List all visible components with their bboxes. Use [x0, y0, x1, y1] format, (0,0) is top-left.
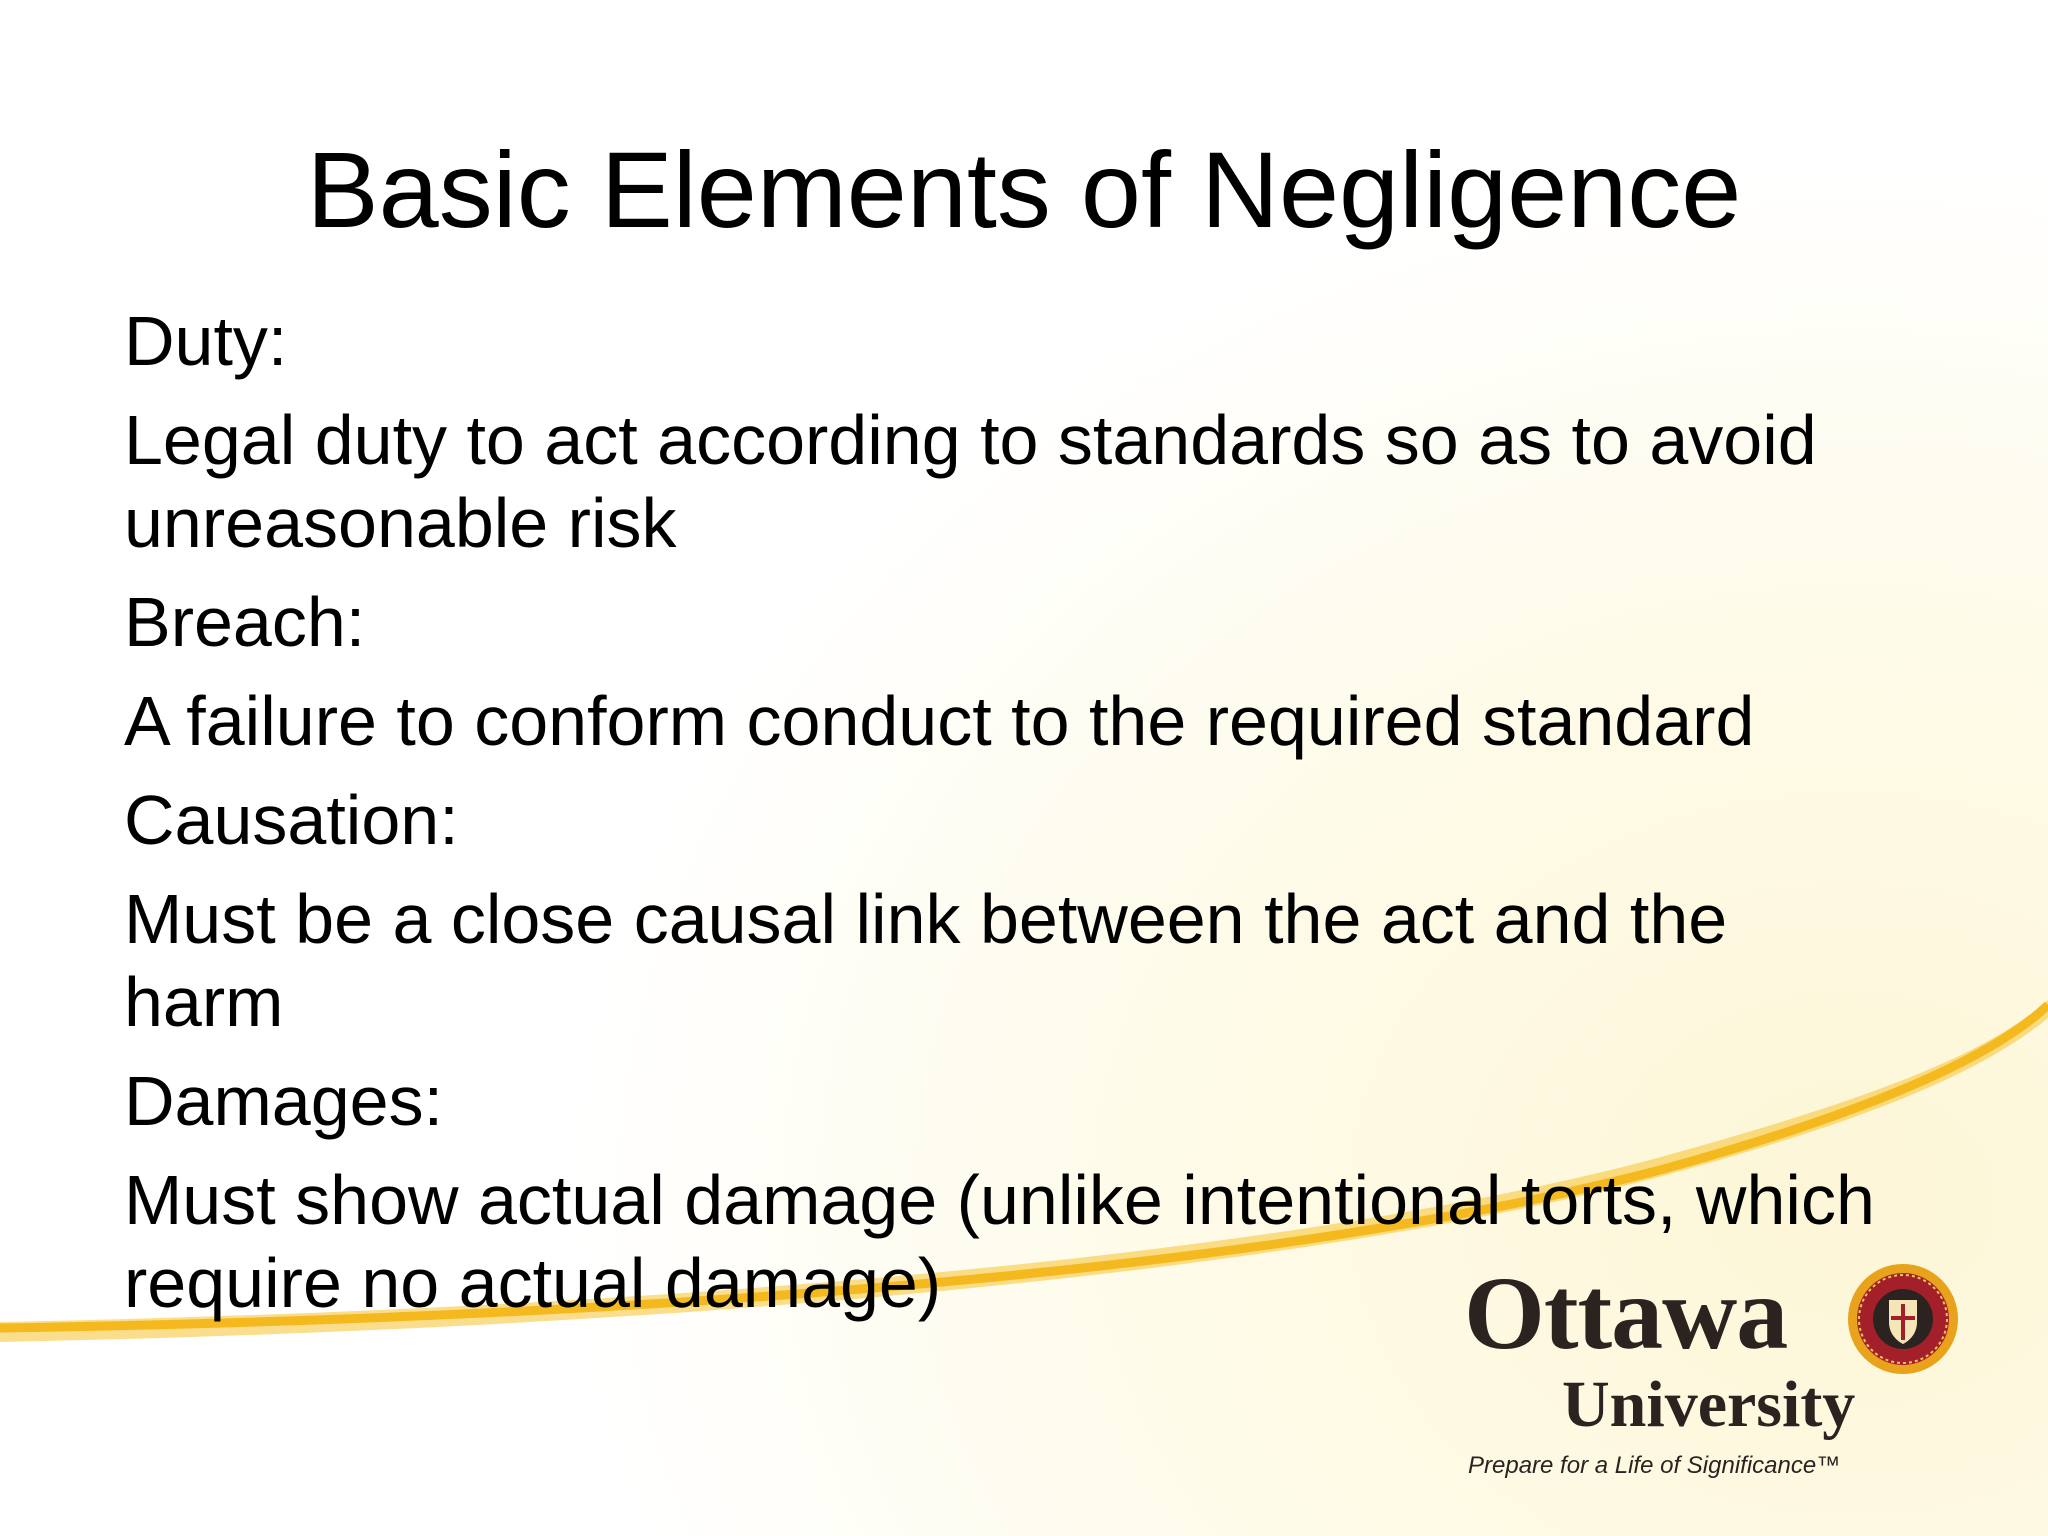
element-term-causation: Causation:	[124, 781, 459, 859]
element-definition-causation: Must be a close causal link between the act and the harm	[124, 880, 1728, 1041]
logo-tagline: Prepare for a Life of Significance™	[1468, 1452, 1841, 1479]
element-definition-damages: Must show actual damage (unlike intentional torts, which require no actual damage)	[124, 1161, 1875, 1322]
slide-title: Basic Elements of Negligence	[306, 129, 1742, 250]
logo-name: Ottawa	[1464, 1256, 1788, 1371]
elements-list	[124, 300, 1884, 1341]
element-term-damages: Damages:	[124, 1062, 444, 1140]
element-definition-duty: Legal duty to act according to standards so as to avoid unreasonable risk	[124, 401, 1817, 562]
logo-subname: University	[1562, 1368, 1856, 1441]
element-term-duty: Duty:	[124, 302, 288, 380]
element-term-breach: Breach:	[124, 583, 366, 661]
element-definition-breach: A failure to conform conduct to the required standard	[124, 682, 1755, 760]
ottawa-university-logo	[1460, 1256, 1980, 1482]
university-seal-icon	[1846, 1262, 1960, 1376]
